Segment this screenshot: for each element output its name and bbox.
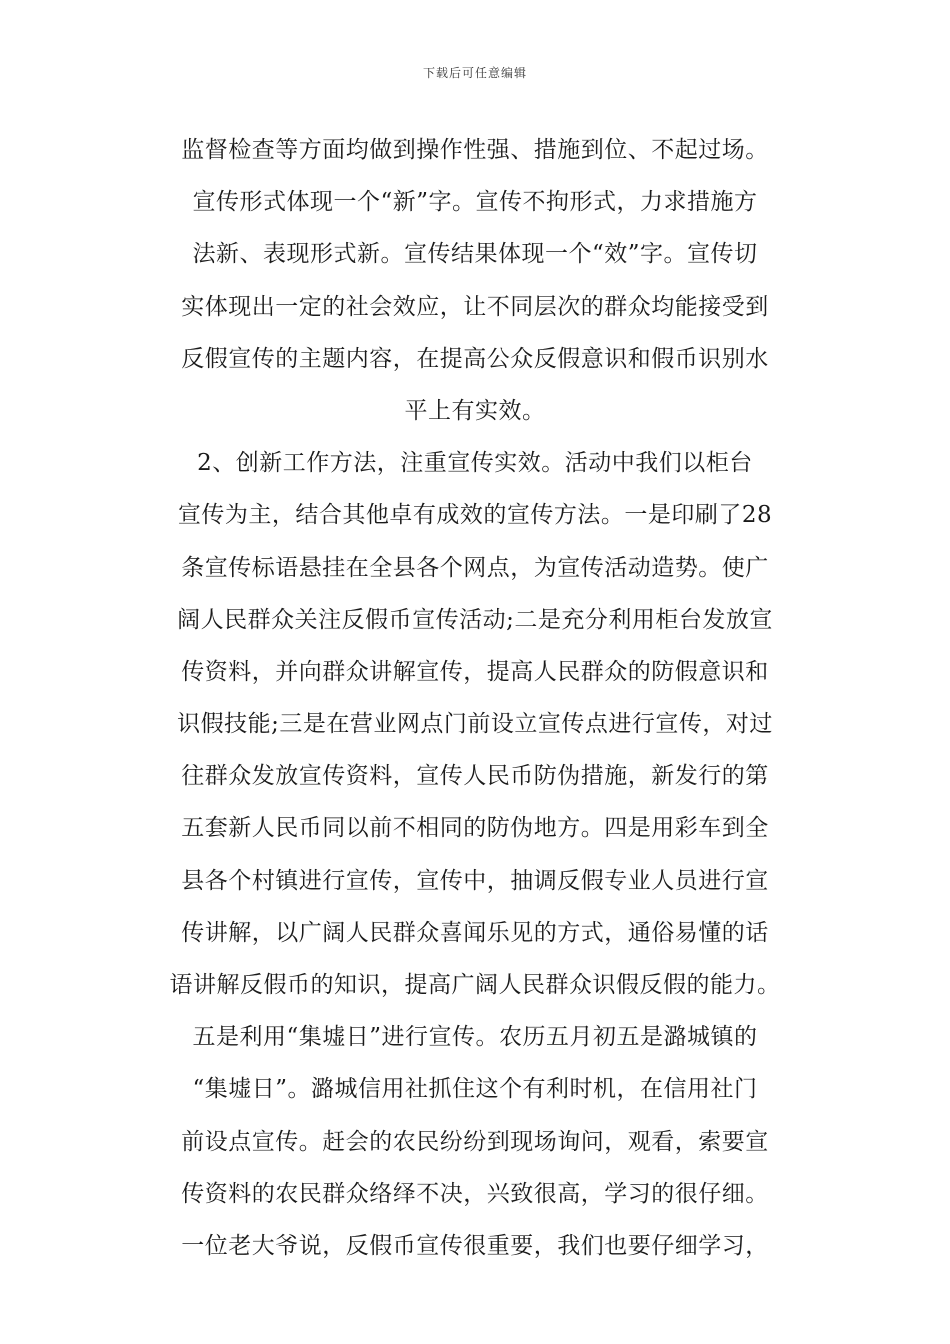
page-header: 下载后可任意编辑 <box>422 66 527 80</box>
text-line-21: 传资料的农民群众络绎不决，兴致很高，学习的很仔细。 <box>181 1180 769 1207</box>
text-line-13: 往群众发放宣传资料，宣传人民币防伪措施，新发行的第 <box>181 763 769 790</box>
text-line-19: “集墟日”。潞城信用社抓住这个有利时机，在信用社门 <box>192 1076 758 1103</box>
text-line-14: 五套新人民币同以前不相同的防伪地方。四是用彩车到全 <box>181 815 769 842</box>
text-line-18: 五是利用“集墟日”进行宣传。农历五月初五是潞城镇的 <box>192 1024 758 1051</box>
text-line-5: 反假宣传的主题内容，在提高公众反假意识和假币识别水 <box>181 345 769 372</box>
text-line-2: 宣传形式体现一个“新”字。宣传不拘形式，力求措施方 <box>192 189 758 216</box>
document-body <box>0 124 950 1272</box>
text-line-9: 条宣传标语悬挂在全县各个网点，为宣传活动造势。使广 <box>181 554 769 581</box>
text-line-17: 语讲解反假币的知识，提高广阔人民群众识假反假的能力。 <box>169 972 781 998</box>
text-line-8: 宣传为主，结合其他卓有成效的宣传方法。一是印刷了28 <box>177 502 773 529</box>
text-line-12: 识假技能;三是在营业网点门前设立宣传点进行宣传，对过 <box>177 711 773 738</box>
text-line-15: 县各个村镇进行宣传，宣传中，抽调反假专业人员进行宣 <box>181 867 769 894</box>
text-line-3: 法新、表现形式新。宣传结果体现一个“效”字。宣传切 <box>192 241 758 268</box>
text-line-11: 传资料，并向群众讲解宣传，提高人民群众的防假意识和 <box>181 658 769 685</box>
text-line-7: 2、创新工作方法，注重宣传实效。活动中我们以柜台 <box>197 450 753 477</box>
text-line-20: 前设点宣传。赶会的农民纷纷到现场询问，观看，索要宣 <box>181 1128 769 1155</box>
text-line-1: 监督检查等方面均做到操作性强、措施到位、不起过场。 <box>181 137 769 163</box>
text-line-16: 传讲解，以广阔人民群众喜闻乐见的方式，通俗易懂的话 <box>181 919 769 946</box>
text-line-22: 一位老大爷说，反假币宣传很重要，我们也要仔细学习， <box>181 1232 769 1259</box>
text-line-10: 阔人民群众关注反假币宣传活动;二是充分利用柜台发放宣 <box>177 606 773 633</box>
text-line-6: 平上有实效。 <box>404 397 546 424</box>
text-line-4: 实体现出一定的社会效应，让不同层次的群众均能接受到 <box>181 293 769 320</box>
